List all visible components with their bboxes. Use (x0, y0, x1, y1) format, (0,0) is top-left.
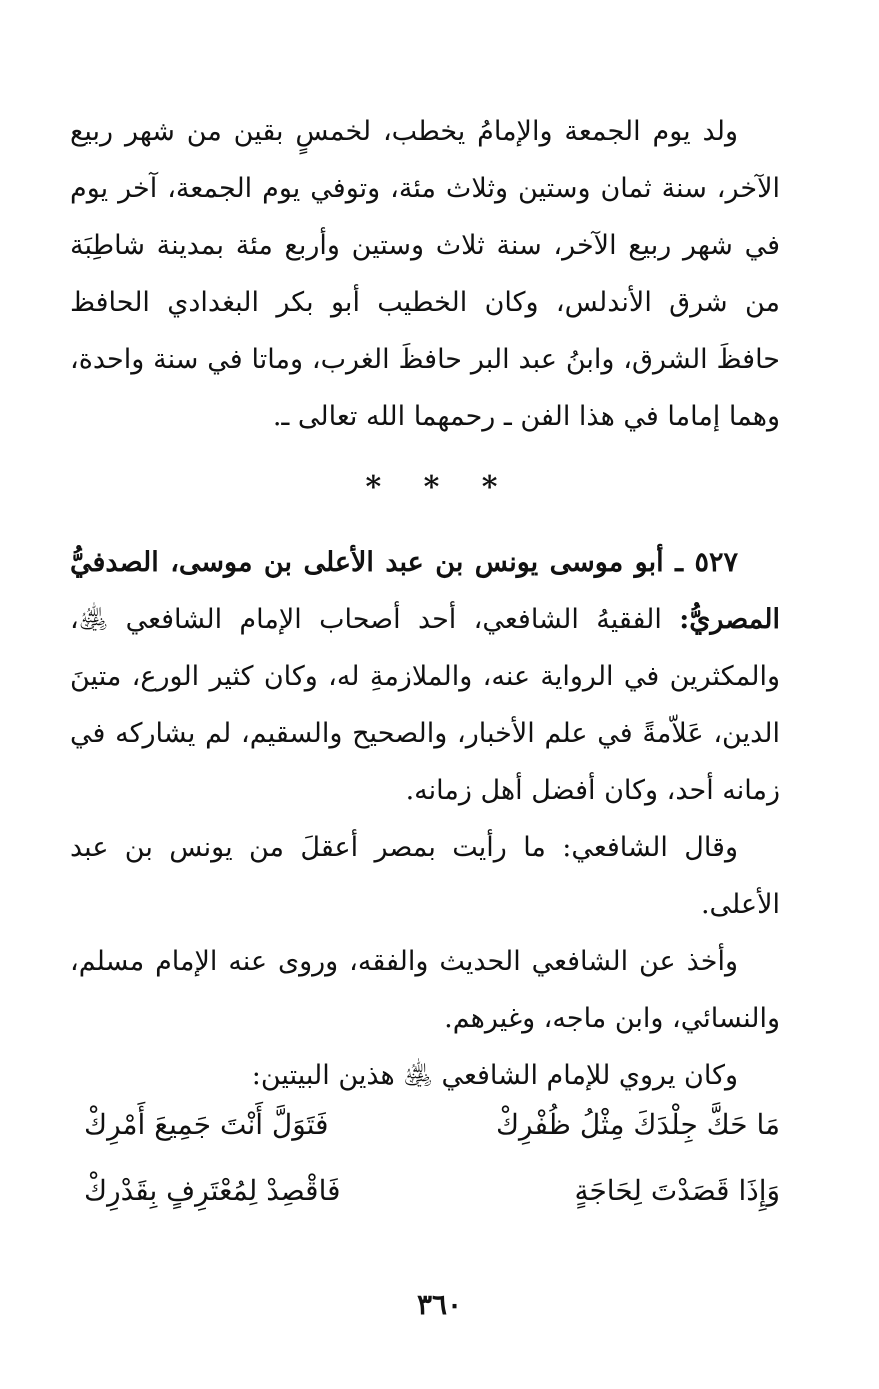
section-separator: * * * (365, 470, 514, 505)
poem-verse (70, 1108, 790, 1174)
students-paragraph: وأخذ عن الشافعي الحديث والفقه، وروى عنه الإمام مسلم، والنسائي، وابن ماجه، وغيرهم. (70, 946, 780, 1034)
poem-first-hemistich: مَا حَكَّ جِلْدَكَ مِثْلُ ظُفْرِكْ (495, 1108, 780, 1141)
poem (70, 1108, 790, 1240)
biography-continuation (70, 103, 780, 445)
entry-paragraph (70, 534, 780, 819)
entry-527 (70, 534, 780, 1104)
poem-intro: وكان يروي للإمام الشافعي ﵁ هذين البيتين: (251, 1060, 738, 1091)
shafii-quote: وقال الشافعي: ما رأيت بمصر أعقلَ من يونس بن عبد الأعلى. (70, 832, 780, 920)
poem-verse (70, 1174, 790, 1240)
birth-death-paragraph: ولد يوم الجمعة والإمامُ يخطب، لخمسٍ بقين من شهر ربيع الآخر، سنة ثمان وستين وثلاث مئة، وتوفي يوم الجمعة، آخر يوم في شهر ربيع الآخر، سنة ثلاث وستين وأربع مئة بمدينة شاطِبَة من شرق الأندلس، وكان الخطيب أبو بكر البغدادي الحافظ حافظَ الشرق، وابنُ عبد البر حافظَ الغرب، وماتا في سنة واحدة، وهما إماما في هذا الفن ـ رحمهما الله تعالى ـ. (70, 116, 780, 432)
entry-heading: ٥٢٧ ـ أبو موسى يونس بن عبد الأعلى بن موسى، الصدفيُّ المصريُّ: (70, 547, 780, 635)
entry-description: الفقيهُ الشافعي، أحد أصحاب الإمام الشافعي ﵁، والمكثرين في الرواية عنه، والملازمةِ له، وكان كثير الورع، متينَ الدين، عَلاّمةً في علم الأخبار، والصحيح والسقيم، لم يشاركه في زمانه أحد، وكان أفضل أهل زمانه. (70, 604, 780, 806)
poem-second-hemistich: فَاقْصِدْ لِمُعْتَرِفٍ بِقَدْرِكْ (84, 1174, 341, 1207)
poem-first-hemistich: وَإِذَا قَصَدْتَ لِحَاجَةٍ (574, 1174, 780, 1207)
page-number: ٣٦٠ (416, 1288, 463, 1321)
poem-second-hemistich: فَتَوَلَّ أَنْتَ جَمِيعَ أَمْرِكْ (84, 1108, 329, 1141)
